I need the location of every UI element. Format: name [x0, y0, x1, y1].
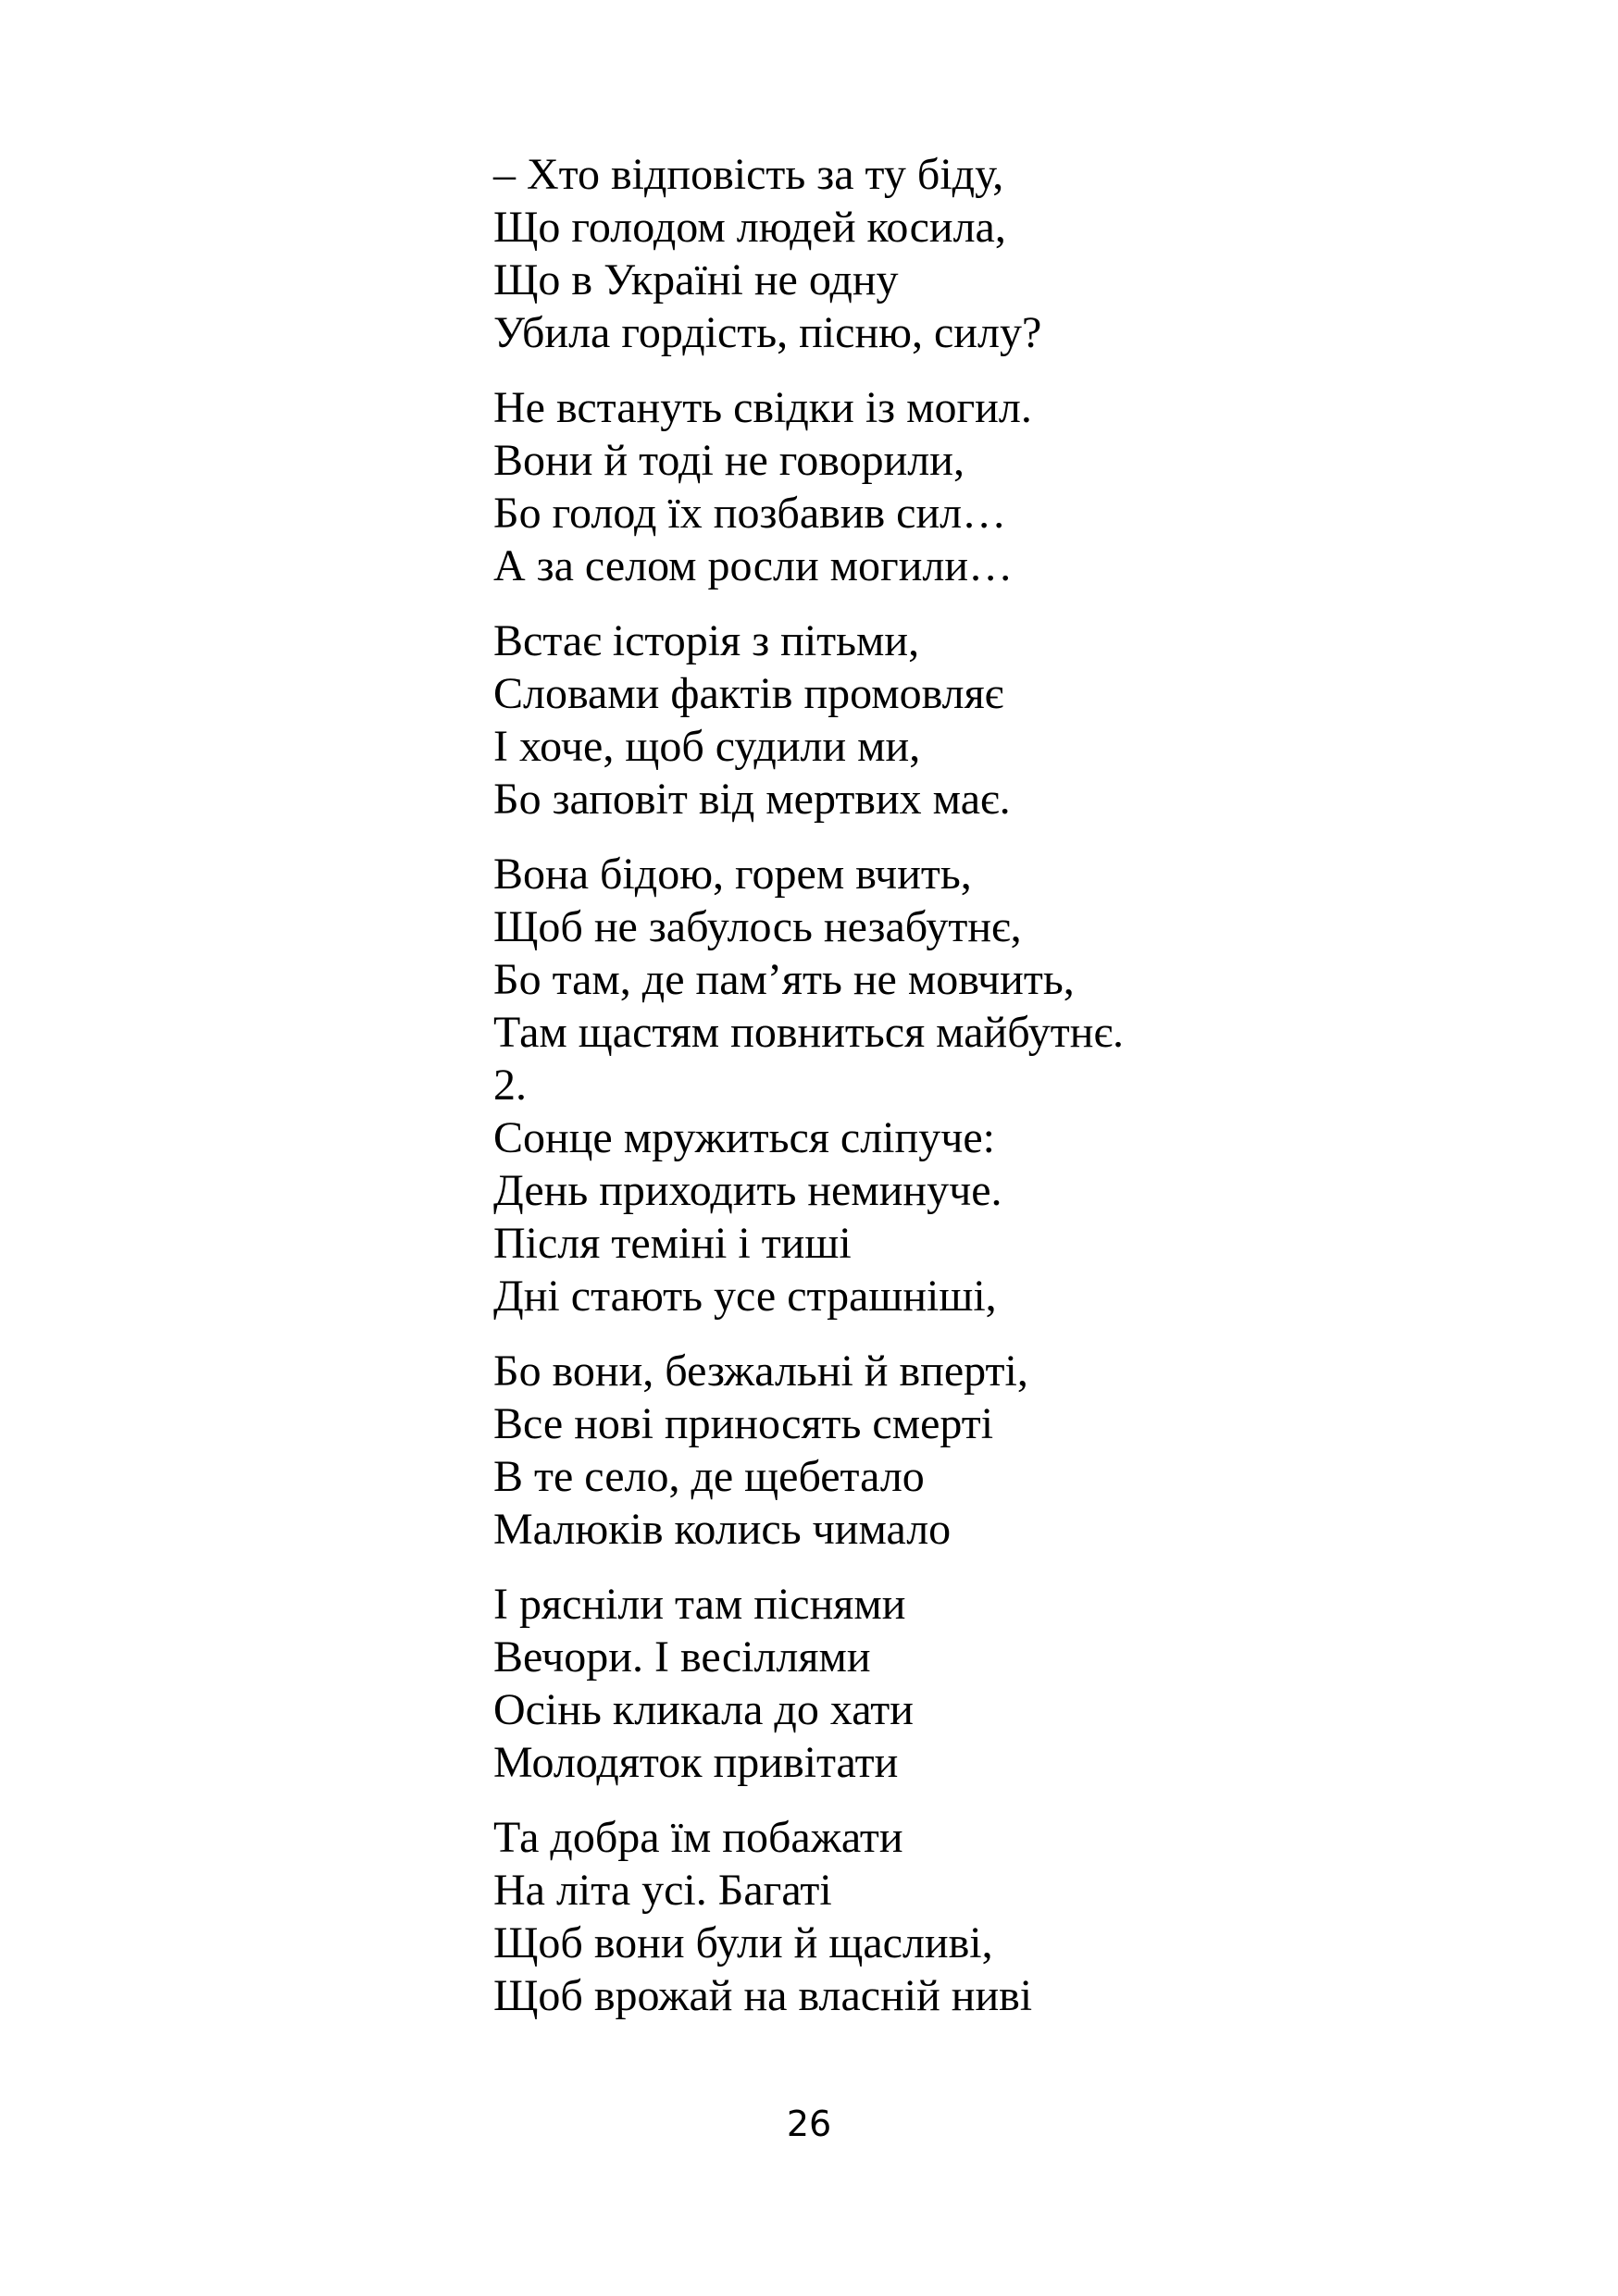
- poem-text: [493, 148, 1512, 2022]
- stanza-1: [493, 148, 1512, 359]
- poem-line: Щоб не забулось незабутнє,: [493, 902, 1022, 951]
- poem-line: Встає історія з пітьми,: [493, 616, 920, 665]
- poem-line: А за селом росли могили…: [493, 541, 1014, 590]
- poem-line: Все нові приносять смерті: [493, 1399, 994, 1448]
- poem-line: Щоб вони були й щасливі,: [493, 1918, 993, 1967]
- poem-line: Бо вони, безжальні й вперті,: [493, 1347, 1028, 1396]
- stanza-7: [493, 1811, 1512, 2022]
- stanza-4: [493, 848, 1512, 1322]
- poem-line: На літа усі. Багаті: [493, 1866, 832, 1915]
- poem-line: Бо голод їх позбавив сил…: [493, 489, 1007, 538]
- poem-line: Дні стають усе страшніші,: [493, 1272, 997, 1321]
- stanza-6: [493, 1578, 1512, 1789]
- poem-line: Що голодом людей косила,: [493, 203, 1006, 252]
- stanza-5: [493, 1345, 1512, 1556]
- poem-line: Там щастям повниться майбутнє.: [493, 1008, 1125, 1057]
- page-number: 26: [786, 2104, 832, 2144]
- poem-line: Убила гордість, пісню, силу?: [493, 308, 1042, 357]
- poem-line: Що в Україні не одну: [493, 255, 899, 304]
- poem-line: Вона бідою, горем вчить,: [493, 850, 972, 899]
- poem-line: Осінь кликала до хати: [493, 1685, 914, 1734]
- poem-line: Малюків колись чимало: [493, 1505, 952, 1554]
- stanza-3: [493, 614, 1512, 825]
- poem-line: Та добра їм побажати: [493, 1813, 903, 1862]
- poem-line: Щоб врожай на власній ниві: [493, 1971, 1033, 2020]
- poem-line: Вони й тоді не говорили,: [493, 436, 965, 485]
- poem-line: Бо заповіт від мертвих має.: [493, 775, 1011, 824]
- stanza-2: [493, 381, 1512, 592]
- poem-line: І рясніли там піснями: [493, 1580, 906, 1629]
- poem-line: Молодяток привітати: [493, 1738, 899, 1787]
- section-number: 2.: [493, 1061, 527, 1110]
- poem-line: – Хто відповість за ту біду,: [493, 150, 1004, 199]
- poem-line: І хоче, щоб судили ми,: [493, 722, 921, 771]
- poem-line: Після теміні і тиші: [493, 1219, 852, 1268]
- poem-line: День приходить неминуче.: [493, 1166, 1002, 1215]
- poem-line: Вечори. І весіллями: [493, 1632, 871, 1682]
- poem-line: Бо там, де пам’ять не мовчить,: [493, 955, 1075, 1004]
- poem-line: Не встануть свідки із могил.: [493, 383, 1032, 432]
- poem-line: Словами фактів промовляє: [493, 669, 1004, 718]
- poem-line: В те село, де щебетало: [493, 1452, 925, 1501]
- poem-line: Сонце мружиться сліпуче:: [493, 1113, 995, 1162]
